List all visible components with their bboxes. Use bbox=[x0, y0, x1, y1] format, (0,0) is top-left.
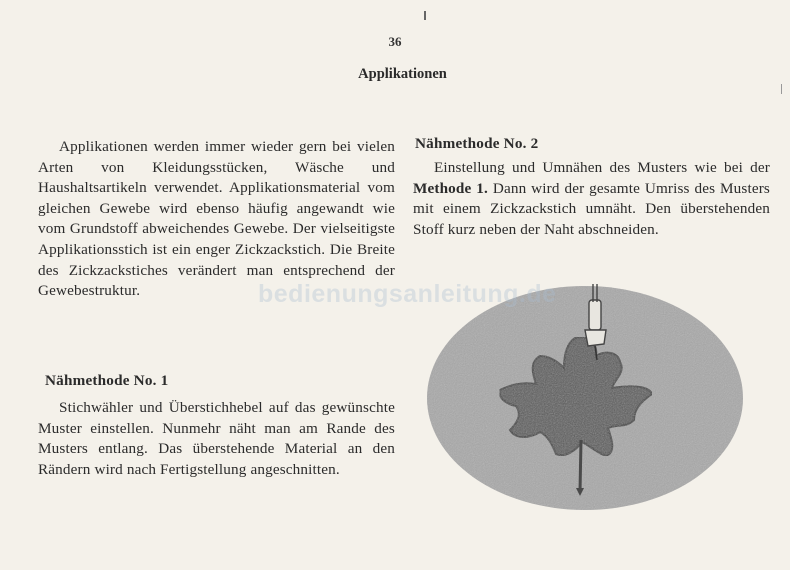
watermark: bedienungsanleitung.de bbox=[258, 280, 557, 308]
intro-paragraph: Applikationen werden immer wieder gern bei vielen Arten von Kleidungsstücken, Wäsche und Haushaltsartikeln verwendet. Applikationsmaterial vom gleichen Gewebe wird ebenso häufig angewandt wie vom Grundstoff abweichendes Gewebe. Der vielseitigste Applikationsstich ist ein enger Zickzackstich. Die Breite des Zickzackstiches verändert man entsprechend der Gewebestruktur. bbox=[38, 138, 395, 300]
page-number: 36 bbox=[388, 34, 402, 49]
method2-bold-ref: Methode 1. bbox=[413, 179, 488, 197]
method2-text-before: Einstellung und Umnähen des Musters wie bei der bbox=[434, 159, 770, 176]
method1-heading: Nähmethode No. 1 bbox=[45, 372, 169, 389]
method1-text: Stichwähler und Überstichhebel auf das gewünschte Muster einstellen. Nunmehr näht man am Rande des Musters entlang. Das überstehende Material an den Rändern wird nach Fertigstellung angeschnitten. bbox=[38, 399, 395, 478]
method2-heading: Nähmethode No. 2 bbox=[415, 135, 539, 152]
page-title: Applikationen bbox=[358, 66, 447, 82]
leaf-stem bbox=[580, 440, 581, 492]
method2-text-after: Dann wird der gesamte Umriss des Musters mit einem Zickzackstich umnäht. Den überstehenden Stoff kurz neben der Naht abschneiden. bbox=[413, 179, 770, 238]
